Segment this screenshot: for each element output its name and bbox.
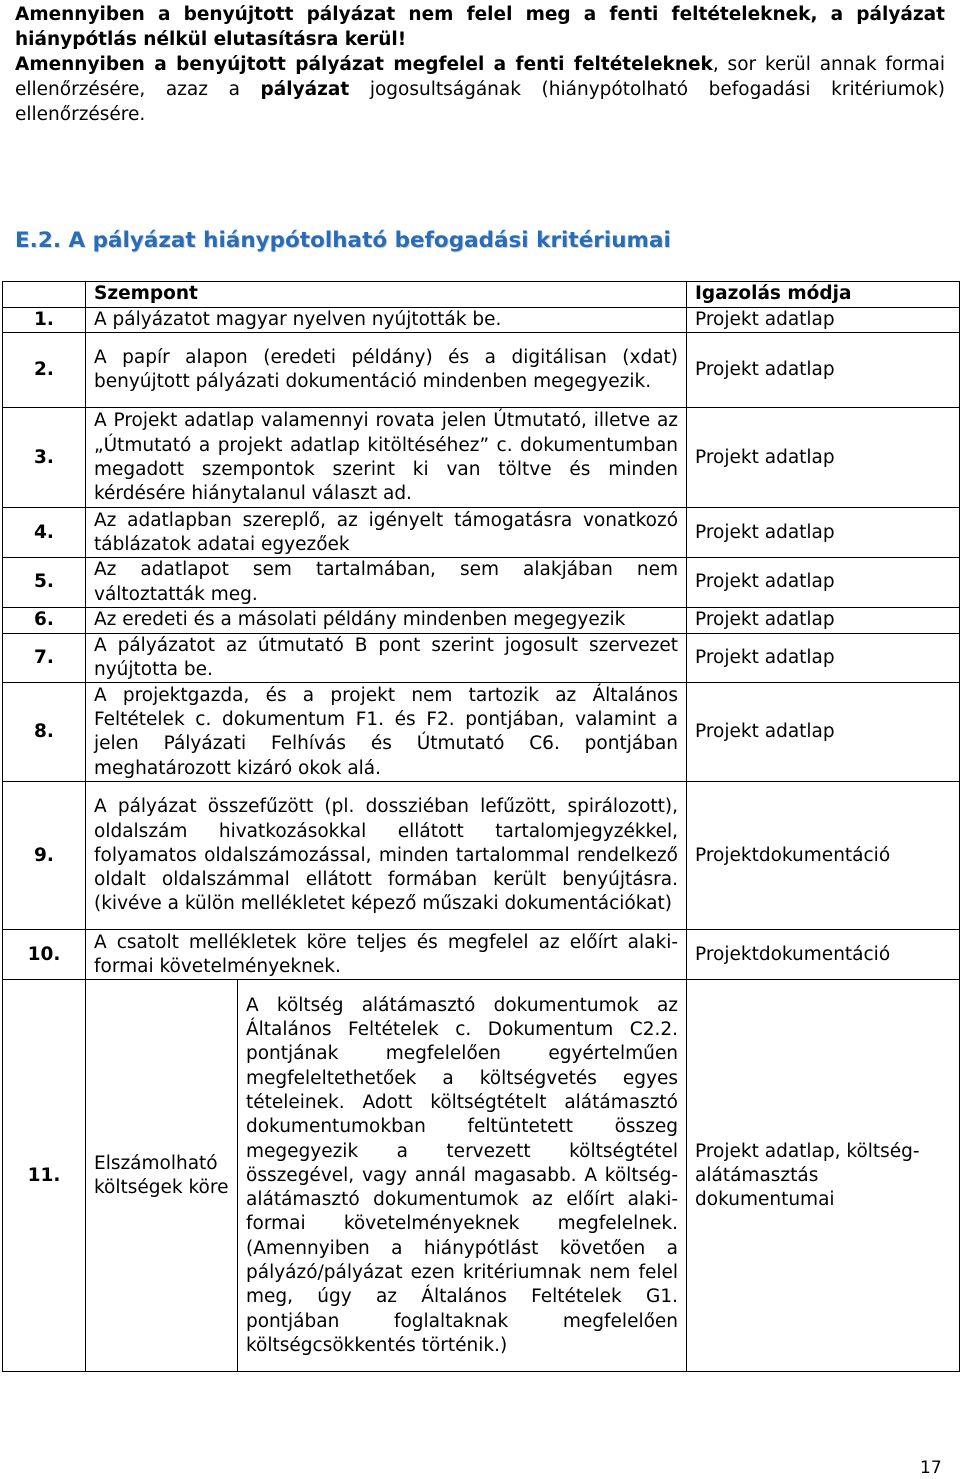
row-criterion: Az adatlapot sem tartalmában, sem alakjában nem változtatták meg. (86, 558, 687, 608)
row-criterion: A pályázatot magyar nyelven nyújtották be. (86, 308, 687, 333)
section-title: E.2. A pályázat hiánypótolható befogadási kritériumai (15, 228, 671, 253)
rejection-note: Amennyiben a benyújtott pályázat nem felel meg a fenti feltételeknek, a pályázat hiánypótlás nélkül elutasításra kerül! (15, 4, 945, 50)
row-evidence: Projekt adatlap (687, 633, 960, 683)
row-criterion: A költség alátámasztó dokumentumok az Általános Feltételek c. Dokumentum C2.2. pontjának megfelelően egyértelműen megfeleltethetőek a költségvetés egyes tételeinek. Adott költségtételt alátámasztó dokumentumokban feltüntetett összeg megegyezik a tervezett költségtétel összegével, vagy annál magasabb. A költség-alátámasztó dokumentumok az előírt alaki-formai követelményeknek megfelelnek. (Amennyiben a hiánypótlást követően a pályázó/pályázat ezen kritériumnak nem felel meg, úgy az Általános Feltételek G1. pontjában foglaltaknak megfelelően költségcsökkentés történik.) (238, 980, 687, 1372)
row-criterion: Az eredeti és a másolati példány mindenben megegyezik (86, 607, 687, 633)
row-evidence: Projekt adatlap (687, 558, 960, 608)
row-evidence: Projektdokumentáció (687, 782, 960, 930)
row-evidence: Projekt adatlap (687, 333, 960, 408)
page-number: 17 (920, 1458, 942, 1478)
table-row (3, 683, 960, 782)
header-evidence: Igazolás módja (687, 282, 960, 308)
row-criterion: A csatolt mellékletek köre teljes és megfelel az előírt alaki-formai követelményeknek. (86, 930, 687, 980)
table-row (3, 333, 960, 408)
row-evidence: Projekt adatlap (687, 607, 960, 633)
row-evidence: Projekt adatlap (687, 683, 960, 782)
row-evidence: Projekt adatlap (687, 408, 960, 508)
row-criterion: A papír alapon (eredeti példány) és a digitálisan (xdat) benyújtott pályázati dokumentáció mindenben megegyezik. (86, 333, 687, 408)
row-number: 4. (3, 508, 86, 558)
eligibility-note (15, 52, 945, 127)
row-criterion: A pályázatot az útmutató B pont szerint jogosult szervezet nyújtotta be. (86, 633, 687, 683)
row-number: 3. (3, 408, 86, 508)
table-header-row (3, 282, 960, 308)
criteria-table-body (3, 282, 960, 1372)
table-row (3, 558, 960, 608)
row-number: 7. (3, 633, 86, 683)
row-number: 1. (3, 308, 86, 333)
eligibility-note-text-a: , sor kerül annak formai ellenőrzésére, azaz a (15, 54, 945, 100)
row-number: 2. (3, 333, 86, 408)
eligibility-note-text-b: jogosultságának (hiánypótolható befogadási kritériumok) ellenőrzésére. (15, 79, 945, 125)
row-number: 6. (3, 607, 86, 633)
row-criterion: A Projekt adatlap valamennyi rovata jelen Útmutató, illetve az „Útmutató a projekt adatlap kitöltéséhez” c. dokumentumban megadott szempontok szerint ki van töltve és minden kérdésére hiánytalanul választ ad. (86, 408, 687, 508)
row-number: 8. (3, 683, 86, 782)
eligibility-note-bold-2: pályázat (260, 79, 350, 100)
row-number: 11. (3, 980, 86, 1372)
row-criterion: A projektgazda, és a projekt nem tartozik az Általános Feltételek c. dokumentum F1. és F2. pontjában, valamint a jelen Pályázati Felhívás és Útmutató C6. pontjában meghatározott kizáró okok alá. (86, 683, 687, 782)
row-number: 10. (3, 930, 86, 980)
table-row (3, 508, 960, 558)
row-number: 5. (3, 558, 86, 608)
table-row (3, 782, 960, 930)
table-row (3, 980, 960, 1372)
table-row (3, 930, 960, 980)
intro-text (15, 2, 945, 127)
row-number: 9. (3, 782, 86, 930)
header-criterion: Szempont (86, 282, 687, 308)
row-criterion: A pályázat összefűzött (pl. dossziéban lefűzött, spirálozott), oldalszám hivatkozásokkal ellátott tartalomjegyzékkel, folyamatos oldalszámozással, minden tartalommal rendelkező oldalt oldalszámmal ellátott formában került benyújtásra. (kivéve a külön mellékletet képező műszaki dokumentációkat) (86, 782, 687, 930)
table-row (3, 308, 960, 333)
table-row (3, 607, 960, 633)
row-evidence: Projekt adatlap (687, 308, 960, 333)
row-criterion: Az adatlapban szereplő, az igényelt támogatásra vonatkozó táblázatok adatai egyezőek (86, 508, 687, 558)
row-subheading: Elszámolható költségek köre (86, 980, 238, 1372)
table-row (3, 408, 960, 508)
criteria-table (2, 281, 960, 1372)
row-evidence: Projektdokumentáció (687, 930, 960, 980)
row-evidence: Projekt adatlap, költség-alátámasztás dokumentumai (687, 980, 960, 1372)
header-num-cell (3, 282, 86, 308)
row-evidence: Projekt adatlap (687, 508, 960, 558)
eligibility-note-bold: Amennyiben a benyújtott pályázat megfelel a fenti feltételeknek (15, 54, 713, 75)
table-row (3, 633, 960, 683)
